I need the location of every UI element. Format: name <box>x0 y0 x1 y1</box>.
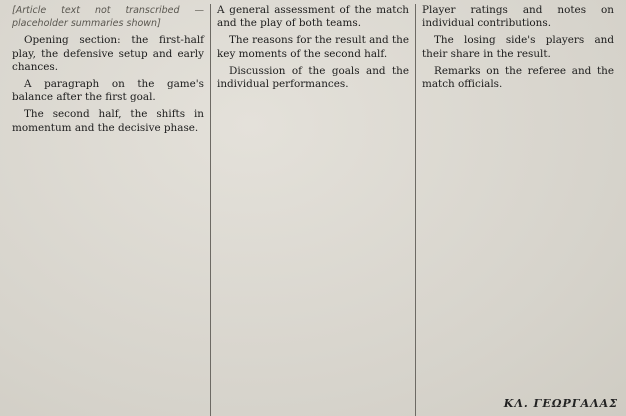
article-column-1 <box>6 4 210 416</box>
article-paragraph: Opening section: the first-half play, the defensive setup and early chances. <box>12 34 204 73</box>
article-paragraph: Remarks on the referee and the match officials. <box>422 64 614 91</box>
placeholder-notice: [Article text not transcribed — placeholder summaries shown] <box>12 5 204 30</box>
article-paragraph: Discussion of the goals and the individual performances. <box>217 64 409 91</box>
article-paragraph: The losing side's players and their share in the result. <box>422 34 614 60</box>
article-paragraph: Player ratings and notes on individual contributions. <box>422 4 614 30</box>
article-column-3 <box>415 4 620 416</box>
author-byline: ΚΛ. ΓΕΩΡΓΑΛΑΣ <box>503 397 618 410</box>
article-paragraph: A general assessment of the match and the play of both teams. <box>217 4 409 30</box>
article-paragraph: The second half, the shifts in momentum and the decisive phase. <box>12 108 204 134</box>
article-paragraph: The reasons for the result and the key moments of the second half. <box>217 34 409 60</box>
article-column-2 <box>210 4 415 416</box>
article-paragraph: A paragraph on the game's balance after the first goal. <box>12 78 204 104</box>
